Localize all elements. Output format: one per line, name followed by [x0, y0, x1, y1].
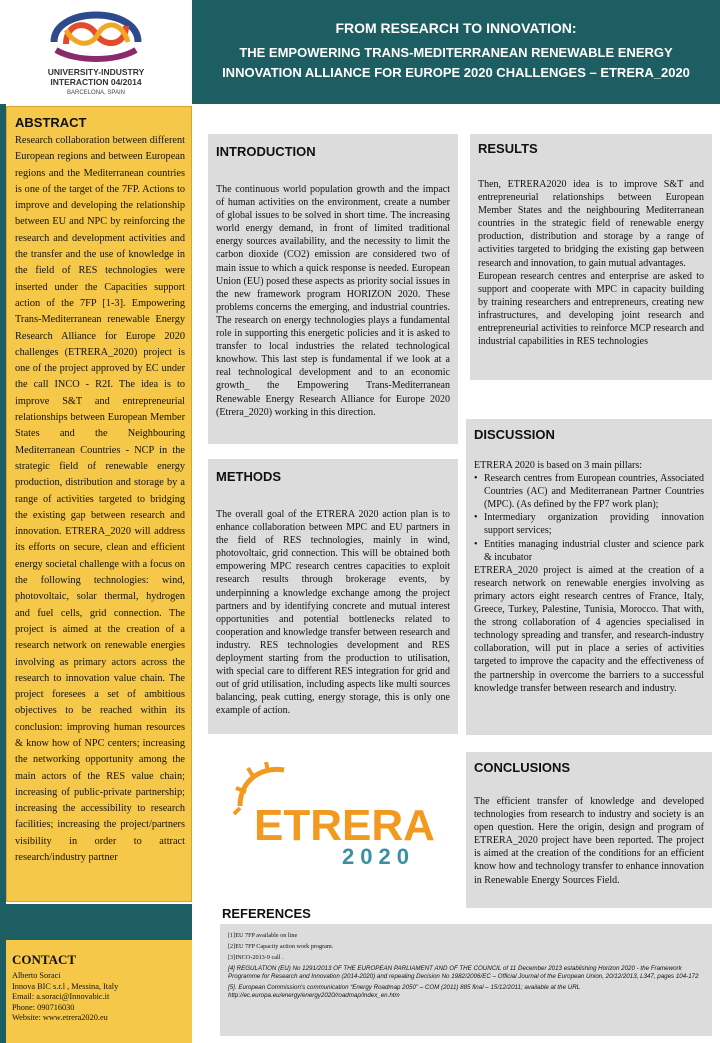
contact-website[interactable]: Website: www.etrera2020.eu [12, 1013, 108, 1022]
results-section [470, 134, 712, 380]
results-paragraph-1: Then, ETRERA2020 idea is to improve S&T and entrepreneurial relationships between European Member States and the neighbouring Mediterranean countries in the strategic field of renewable energy production, distribution and storage by a range of activities targeted to bridging the existing gap between research and innovation, to gain mutual advantages. [478, 179, 704, 269]
discussion-text: ETRERA_2020 project is aimed at the creation of a research network on renewable energies involving as primary actors eight research centres of France, Italy, Greece, Turkey, Palestine, Tunisia, Morocco. That with, the strong collaboration of 4 agencies specialised in technology spreading and transfer, and research-industry collaboration, will put in place a series of activities targeted to improve the capacity and the effectiveness of the partnership in overcome the barriers to a successful knowledge transfer between research and industry. [474, 564, 704, 694]
results-heading: RESULTS [478, 141, 538, 156]
contact-section [6, 940, 192, 1043]
etrera-logo-year: 2020 [342, 844, 415, 869]
introduction-text: The continuous world population growth and the impact of human activities on the environment, create a number of global issues to be solved in short time. The increasing world energy demand, in front of limited traditional energy sources availability, and the necessity to limit the carbon dioxide (CO2) emission are considered two of main issue to which a quick response is needed. European Union (EU) posed these aspects as priority social issues in the new framework program HORIZON 2020. These problems concerns the emerging, and industrial countries. The research on energy technologies plays a fundamental role in supporting this energetic policies and it is asked to transfer to local industries the related technological knowhow. This last step is fundamental if we look at a real technological development and to an economic growth_ the Empowering Trans-Mediterranean Renewable Energy Research Alliance for Europe 2020 (Etrera_2020) working in this direction. [216, 184, 450, 418]
abstract-section [6, 106, 192, 902]
discussion-pillars-list [474, 472, 704, 564]
logo-line-2: INTERACTION 04/2014 [50, 77, 142, 87]
conclusions-text: The efficient transfer of knowledge and developed technologies from research to industry and society is an open question. Here the origin, design and program of ETRERA_2020 project have been reported. The project is aimed at the creation of the conditions for an efficient know how and technology transfer to enhance innovation in Renewable Energy Sources Field. [474, 796, 704, 886]
reference-item: [3]INCO-2013-9 call . [228, 954, 284, 961]
etrera-logo-graphic [232, 762, 440, 872]
references-heading: REFERENCES [222, 906, 311, 921]
poster-header [192, 0, 720, 104]
reference-item: [1]EU 7FP available on line [228, 932, 298, 939]
conclusions-section [466, 752, 712, 908]
methods-section [208, 459, 458, 734]
list-item: • Research centres from European countries, Associated Countries (AC) and Mediterranean Partner Countries (MPC). (As defined by the FP7 work plan); [474, 472, 704, 511]
discussion-heading: DISCUSSION [474, 427, 555, 442]
reference-item[interactable]: [5]. European Commission's communication “Energy Roadmap 2050” – COM (2011) 885 final – 15/12/2011; available at the URL http://ec.europa.eu/energy/energy2020/roadmap/index_en.htm [228, 984, 580, 999]
conference-logo-emblem [0, 0, 192, 104]
reference-item: [4] REGULATION (EU) No 1291/2013 OF THE EUROPEAN PARLIAMENT AND OF THE COUNCIL of 11 December 2013 establishing Horizon 2020 - the Framework Programme for Research and Innovation (2014-2020) and repealing Decision No 1982/2006/EC – Official Journal of the European Union, 20/12/2013, L347, pages 104-172 [228, 965, 699, 980]
left-teal-block [6, 904, 192, 940]
contact-email[interactable]: Email: a.soraci@Innovabic.it [12, 992, 110, 1001]
results-paragraph-2: European research centres and enterprise are asked to support and cooperate with MPC in capacity building by training researchers and entrepreneurs, creating new infrastructures, and developing joint research and entrepreneurial activities to reinforce MCP research and industrial capabilities in RES technologies [478, 270, 704, 348]
contact-name: Alberto Soraci [12, 971, 61, 980]
reference-item: [2]EU 7FP Capacity action work program. [228, 943, 334, 950]
logo-line-3: BARCELONA, SPAIN [67, 90, 125, 96]
methods-text: The overall goal of the ETRERA 2020 action plan is to enhance collaboration between MPC and EU partners in the field of RES technologies, mainly in wind, photovoltaic, grid connection. This will be obtained both empowering MPC research centres capacities to exploit research results through brokerage events, by underpinning a knowledge exchange among the project partners and by identifying concrete and mutual interest opportunities and potential bottlenecks related to cooperation and knowledge transfer between research and industry. RES technologies development and RES deployment starting from the production to utilisation, with special care to different RES integration for grid and out of grid utilisation, including aspects like multi sources balancing, peak cutting, energy storage, this is only one example of action. [216, 509, 450, 717]
abstract-heading: ABSTRACT [15, 115, 87, 130]
discussion-section [466, 419, 712, 735]
poster-title-line-2: THE EMPOWERING TRANS-MEDITERRANEAN RENEWABLE ENERGY INNOVATION ALLIANCE FOR EUROPE 2020 CHALLENGES – ETRERA_2020 [222, 45, 690, 80]
conference-logo [0, 0, 192, 104]
contact-organization: Innova BIC s.r.l , Messina, Italy [12, 981, 119, 991]
logo-line-1: UNIVERSITY-INDUSTRY [47, 67, 145, 77]
etrera-logo [232, 762, 440, 872]
introduction-section [208, 134, 458, 444]
poster-title-line-1: FROM RESEARCH TO INNOVATION: [335, 20, 577, 36]
list-item: • Entities managing industrial cluster and science park & incubator [474, 538, 704, 564]
methods-heading: METHODS [216, 469, 281, 484]
references-section [220, 924, 712, 1036]
conclusions-heading: CONCLUSIONS [474, 760, 571, 775]
list-item: • Intermediary organization providing innovation support services; [474, 511, 704, 537]
abstract-text: Research collaboration between different European regions and between European regions and the Mediterranean countries is one of the target of the 7FP. Actions to improve and developing the relationship between EU and NPC by reinforcing the research and development activities and the transfer and the use of knowledge in the field of RES technologies were inserted under the Capacities support action of the 7FP [1-3]. Empowering Trans-Mediterranean renewable Energy Research Alliance for Europe 2020 challenges (ETRERA_2020) project is one of the project approved by EC under the call INCO - R2I. The idea is to improve S&T and entrepreneurial relationships between European Member States and the Neighbouring Mediterranean Countries - NCP in the strategic field of renewable energy production, distribution and storage by a range of activities targeted to bridging the existing gap between research and innovation. ETRERA_2020 will address its efforts on secure, clean and efficient energy societal challenge with a focus on the following technologies: wind, photovoltaic, solar thermal, hydrogen and fuel cells, grid connection. The project is aimed at the creation of a research network on renewable energies involving as primary actors across the research to innovation value chain. The project foresees a set of ambitious objectives to be reached within its conclusion: improving human resources & know how of NPC centers; increasing the networking opportunity among the main actors of the RES value chain; increasing of public-private partnership; increasing the accessibility to research facilities; increasing the project/partners visibility in order to attract research/industry partner [15, 135, 185, 864]
contact-phone: Phone: 090716030 [12, 1002, 75, 1012]
introduction-heading: INTRODUCTION [216, 144, 316, 159]
contact-heading: CONTACT [12, 952, 77, 967]
etrera-logo-word: ETRERA [254, 801, 435, 850]
discussion-intro: ETRERA 2020 is based on 3 main pillars: [474, 460, 643, 471]
